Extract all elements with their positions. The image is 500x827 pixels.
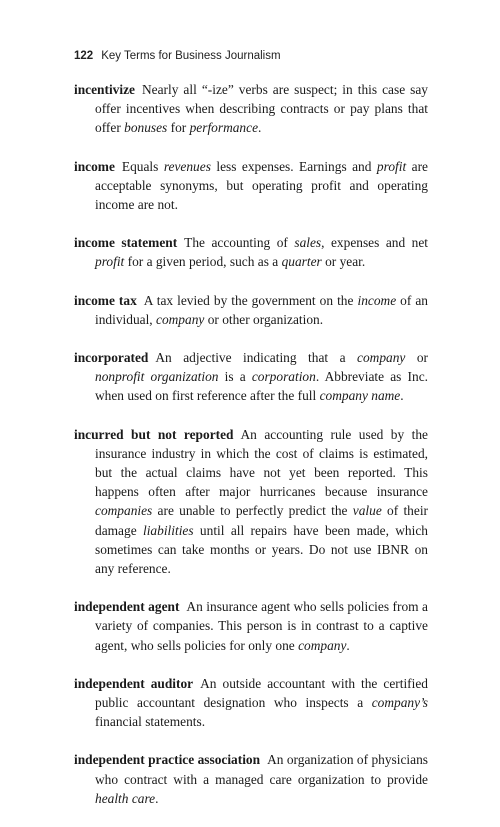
glossary-entry [74,233,428,271]
definition-text: Equals [121,158,164,174]
cross-reference-term: company [298,637,347,653]
definition-text: . [155,790,159,806]
glossary-entry [74,750,428,808]
entry-term: incentivize [74,82,135,97]
glossary-entry [74,157,428,215]
cross-reference-term: nonprofit organization [95,369,219,385]
entry-term: income [74,158,115,174]
cross-reference-term: revenues [163,158,211,174]
cross-reference-term: health care [95,790,156,806]
page-number: 122 [74,50,94,62]
definition-text: is a [218,369,252,385]
glossary-entry [74,425,428,579]
definition-text: for a given period, such as a [124,254,282,270]
definition-text: An outside accountant with the certified public accountant designation who inspects a [95,675,428,711]
definition-text: until all repairs have been made, which sometimes can take months or years. Do not use IBNR on any reference. [95,522,428,577]
entry-term: incorporated [74,350,149,366]
entry-definition [95,427,428,576]
definition-text: financial statements. [95,714,206,730]
definition-text: of their damage [95,503,429,538]
entry-term: independent agent [74,599,180,615]
cross-reference-term: liabilities [142,522,194,538]
definition-text: . Abbreviate as Inc. when used on first reference after the full [95,369,428,404]
definition-text: or year. [321,254,366,270]
definition-text: or other organization. [204,311,324,327]
cross-reference-term: value [352,503,382,519]
entry-term: income statement [74,235,178,251]
definition-text: for [167,120,190,136]
definition-text: An adjective indicating that a [155,350,358,366]
running-title: Key Terms for Business Journalism [101,50,281,62]
glossary-entry [74,674,428,732]
cross-reference-term: corporation [251,369,316,385]
cross-reference-term: bonuses [124,120,168,136]
entry-definition [95,293,428,327]
cross-reference-term: performance [189,120,259,136]
cross-reference-term: profit [376,158,407,174]
definition-text: . [346,637,350,653]
definition-text: or [405,350,428,366]
definition-text: The accounting of [184,235,295,251]
entry-term: incurred but not reported [74,426,234,442]
entry-definition [95,159,428,212]
running-head [74,50,281,62]
cross-reference-term: quarter [281,254,322,270]
glossary-entry [74,597,428,655]
definition-text: . [258,120,262,136]
entry-term: independent auditor [74,675,194,691]
cross-reference-term: income [357,292,397,308]
entry-definition [95,82,428,135]
cross-reference-term: companies [95,503,153,519]
definition-text: An organization of physicians who contract with a managed care organization to provide [95,752,428,787]
cross-reference-term: sales [294,235,322,251]
cross-reference-term: company [357,350,406,366]
definition-text: of an individual, [95,292,428,327]
definition-text: , expenses and net [321,235,428,251]
definition-text: A tax levied by the government on the [143,292,358,308]
definition-text: An insurance agent who sells policies from a variety of companies. This person is in contrast to a captive agent, who sells policies for only one [95,599,428,653]
glossary-entry [74,348,428,406]
cross-reference-term: company [156,311,205,327]
glossary-entries [74,80,428,827]
cross-reference-term: company’s [371,695,428,711]
glossary-entry [74,80,428,138]
definition-text: are unable to perfectly predict the [152,503,353,519]
definition-text: An accounting rule used by the insurance industry in which the cost of claims is estimated, but the actual claims have not yet been reported. This happens often after major hurricanes because insurance [95,426,428,500]
definition-text: are acceptable synonyms, but operating profit and operating income are not. [95,158,428,213]
cross-reference-term: profit [95,254,125,270]
cross-reference-term: company name [319,388,401,404]
entry-term: income tax [74,292,137,308]
definition-text: Nearly all “-ize” verbs are suspect; in this case say offer incentives when describing contracts or pay plans that offer [95,82,428,136]
definition-text: . [400,388,404,404]
definition-text: less expenses. Earnings and [210,158,377,174]
entry-term: independent practice association [74,752,261,768]
glossary-entry [74,291,428,329]
